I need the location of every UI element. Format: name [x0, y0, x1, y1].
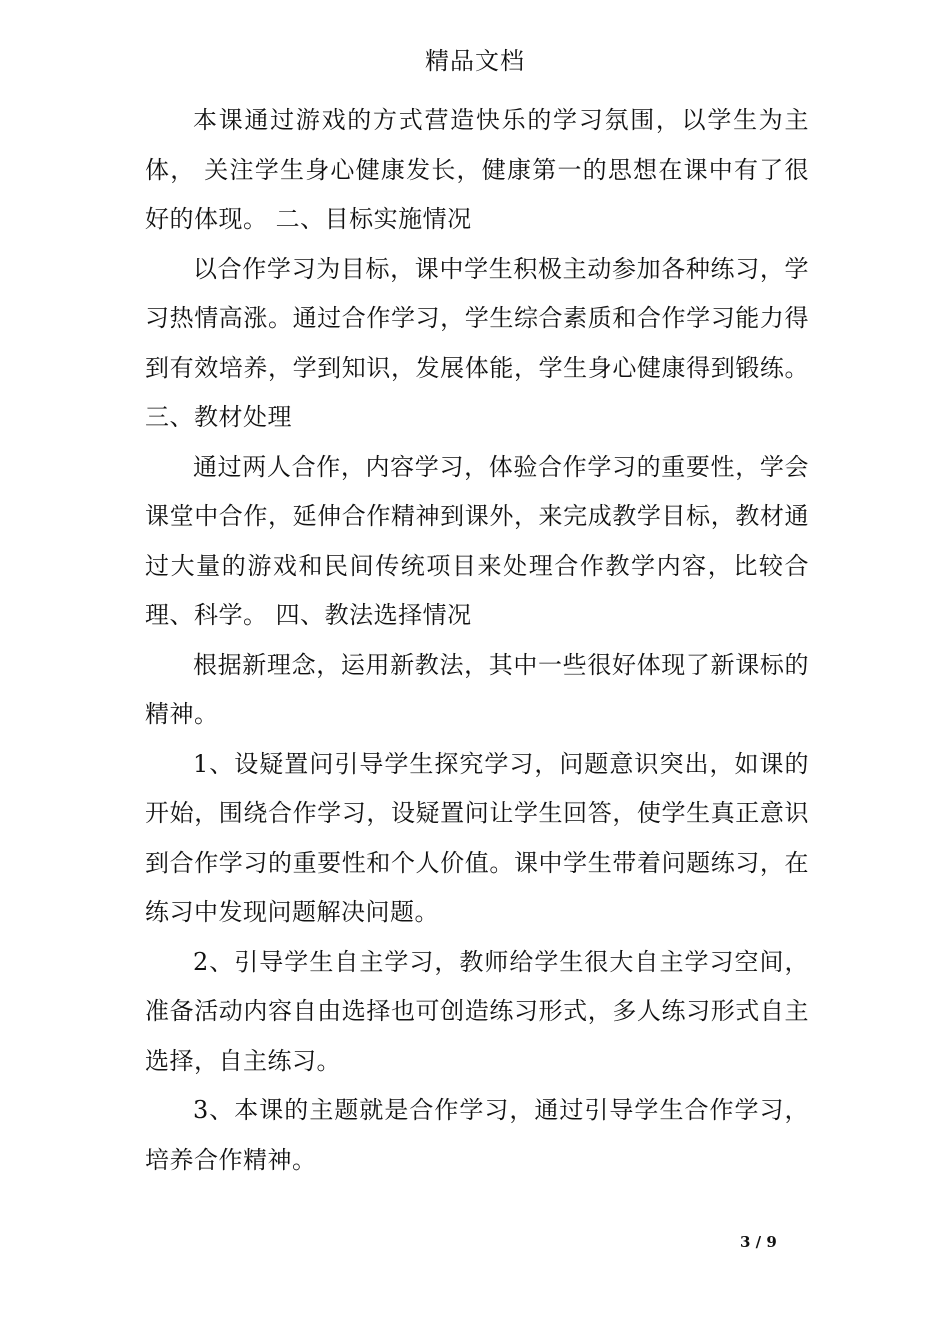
paragraph-7: 3、本课的主题就是合作学习，通过引导学生合作学习，培养合作精神。 — [145, 1096, 809, 1174]
page-header-title: 精品文档 — [425, 47, 525, 75]
document-body — [145, 96, 809, 1185]
paragraph-4: 根据新理念，运用新教法，其中一些很好体现了新课标的精神。 — [145, 650, 809, 728]
paragraph-2: 以合作学习为目标，课中学生积极主动参加各种练习，学习热情高涨。通过合作学习，学生综合素质和合作学习能力得到有效培养，学到知识，发展体能，学生身心健康得到锻练。 三、教材处理 — [145, 254, 809, 431]
page-number: 3 / 9 — [740, 1233, 777, 1251]
paragraph-1: 本课通过游戏的方式营造快乐的学习氛围，以学生为主体， 关注学生身心健康发长，健康第一的思想在课中有了很好的体现。 二、目标实施情况 — [145, 106, 809, 233]
paragraph-3: 通过两人合作，内容学习，体验合作学习的重要性，学会课堂中合作，延伸合作精神到课外，来完成教学目标，教材通过大量的游戏和民间传统项目来处理合作教学内容，比较合理、科学。 四、教法选择情况 — [145, 452, 809, 629]
paragraph-6: 2、引导学生自主学习，教师给学生很大自主学习空间，准备活动内容自由选择也可创造练习形式，多人练习形式自主选择，自主练习。 — [145, 947, 809, 1075]
paragraph-5: 1、设疑置问引导学生探究学习，问题意识突出，如课的开始，围绕合作学习，设疑置问让学生回答，使学生真正意识到合作学习的重要性和个人价值。课中学生带着问题练习，在练习中发现问题解决问题。 — [145, 749, 809, 926]
